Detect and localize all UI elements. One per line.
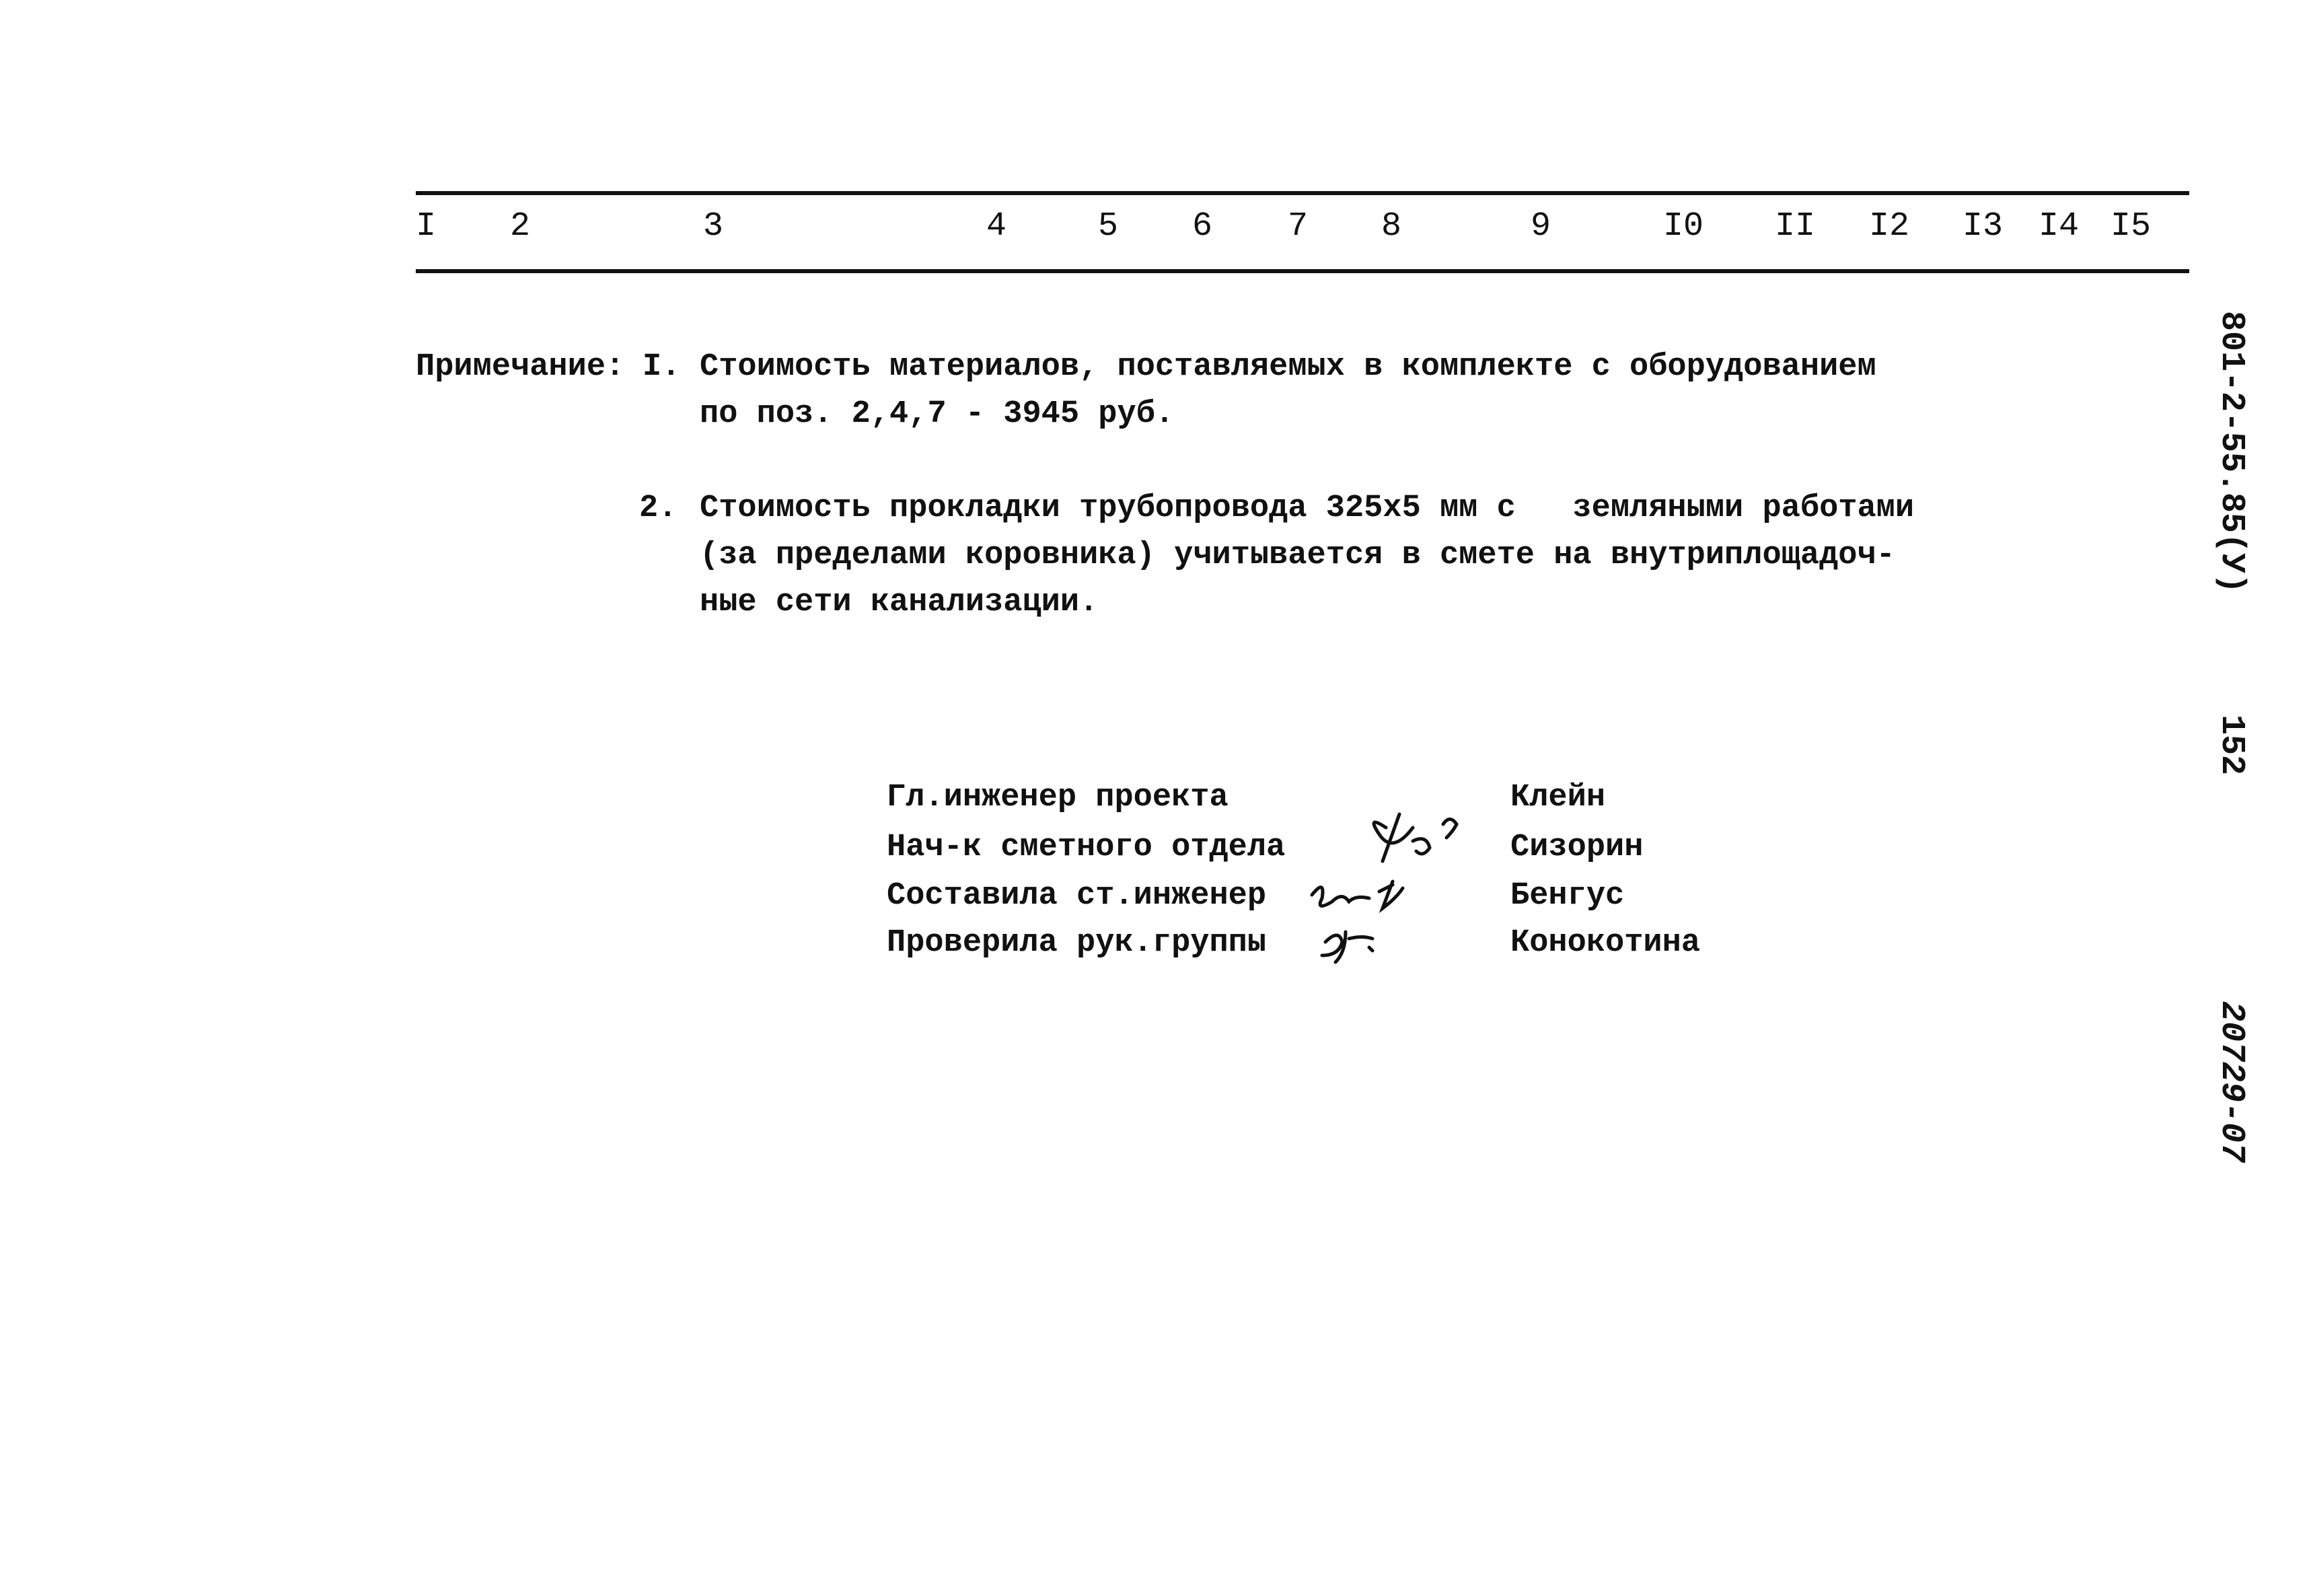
note-number: 2. (639, 491, 677, 526)
note-line: Стоимость прокладки трубопровода 325х5 мм с земляными работами (700, 491, 1915, 526)
note-line: ные сети канализации. (700, 585, 1099, 620)
column-number: 6 (1192, 207, 1213, 246)
column-number: II (1775, 207, 1816, 246)
column-number: I0 (1663, 207, 1704, 246)
column-number: I (416, 207, 437, 246)
column-number: I2 (1869, 207, 1910, 246)
note-line: (за пределами коровника) учитывается в смете на внутриплощадоч- (700, 538, 1895, 573)
signature-role: Нач-к сметного отдела (887, 830, 1286, 865)
inventory-number: 20729-07 (2212, 1001, 2250, 1163)
column-number: I5 (2111, 207, 2152, 246)
signature-name: Сизорин (1510, 830, 1644, 865)
document-code: 801-2-55.85(У) (2212, 311, 2250, 594)
column-number: 3 (703, 207, 724, 246)
page-number: 152 (2212, 715, 2250, 776)
signature-name: Бенгус (1510, 878, 1625, 914)
notes-label: Примечание: (416, 349, 625, 385)
note-number: I. (643, 349, 681, 385)
column-number: 5 (1098, 207, 1119, 246)
table-top-rule (416, 191, 2189, 195)
signature-name: Конокотина (1510, 925, 1701, 961)
table-bottom-rule (416, 269, 2189, 273)
column-number: I3 (1963, 207, 2004, 246)
column-number: 4 (986, 207, 1007, 246)
column-number: I4 (2039, 207, 2080, 246)
signature-name: Клейн (1510, 780, 1606, 815)
signature-role: Составила ст.инженер (887, 878, 1267, 914)
handwritten-signatures (1298, 787, 1514, 976)
column-number: 7 (1288, 207, 1309, 246)
column-number: 2 (510, 207, 531, 246)
column-number: 8 (1381, 207, 1402, 246)
column-number: 9 (1531, 207, 1551, 246)
note-line: по поз. 2,4,7 - 3945 руб. (700, 396, 1175, 432)
signature-role: Гл.инженер проекта (887, 780, 1229, 815)
signature-role: Проверила рук.группы (887, 925, 1267, 961)
note-line: Стоимость материалов, поставляемых в комплекте с оборудованием (700, 349, 1876, 385)
